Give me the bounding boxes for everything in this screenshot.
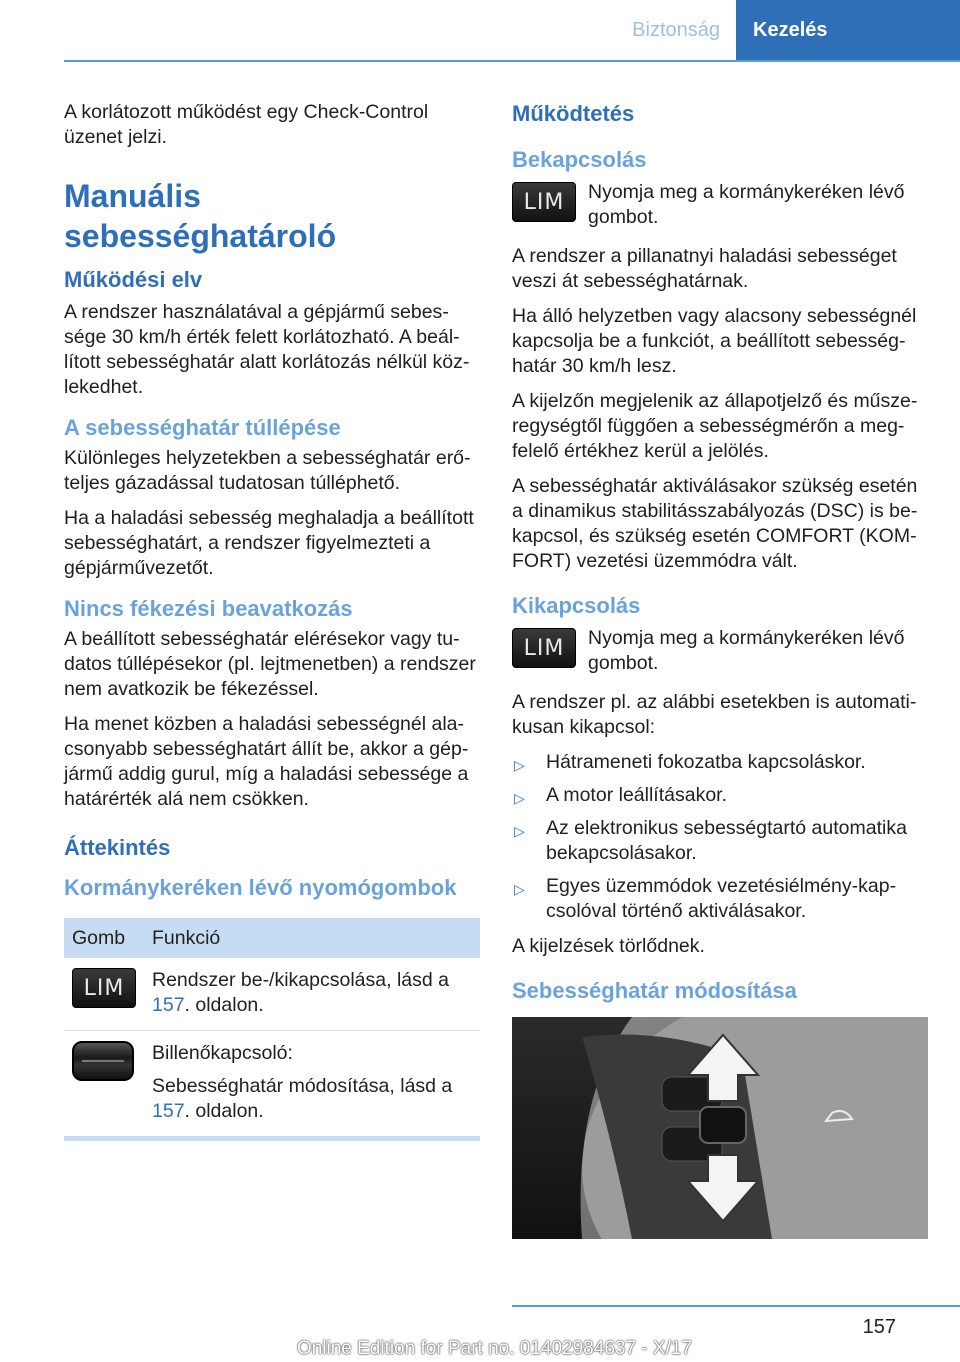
triangle-bullet-icon: ▷ — [514, 881, 525, 897]
list-item: ▷ Egyes üzemmódok vezetésiélmény-kapcsolóval történő aktiválásakor. — [514, 875, 897, 922]
table-header-function: Funkció — [144, 918, 480, 958]
lim-button-icon: LIM — [512, 182, 576, 222]
table-header-button: Gomb — [64, 918, 144, 958]
table-row — [64, 958, 480, 1031]
heading-no-brake: Nincs fékezési beavatkozás — [64, 596, 353, 621]
table-row — [64, 1031, 480, 1139]
text-on-1: A rendszer a pillanatnyi haladási sebességet veszi át sebességhatárnak. — [512, 245, 897, 292]
steering-wheel-illustration — [512, 1017, 928, 1239]
tab-biztonsag[interactable]: Biztonság — [632, 18, 720, 41]
text-off-button: Nyomja meg a kormánykeréken lévő gombot. — [588, 627, 905, 674]
row2-suffix: . oldalon. — [184, 1100, 264, 1122]
heading-principle: Működési elv — [64, 267, 203, 292]
text-exceed-2: Ha a haladási sebesség meghaladja a beállított sebességhatárt, a rendszer figyelmezteti a gépjárművezetőt. — [64, 507, 474, 579]
text-on-4: A sebességhatár aktiválásakor szükség esetén a dinamikus stabilitásszabályozás (DSC) is bekapcsol, és szükség esetén COMFORT (KOMFORT) vezetési üzemmódra vált. — [512, 475, 918, 572]
header-rule — [64, 60, 960, 62]
text-off-1: A rendszer pl. az alábbi esetekben is automatikusan kikapcsol: — [512, 691, 917, 738]
footer-rule — [512, 1305, 960, 1307]
page-link[interactable]: 157 — [152, 1100, 185, 1122]
page-header — [0, 0, 960, 62]
on-instruction — [512, 180, 928, 230]
row2-title: Billenőkapcsoló: — [152, 1042, 293, 1064]
heading-on: Bekapcsolás — [512, 147, 647, 172]
intro-text: A korlátozott működést egy Check-Control üzenet jelzi. — [64, 101, 429, 148]
heading-buttons: Kormánykeréken lévő nyomógombok — [64, 875, 457, 900]
row2-text: Sebességhatár módosítása, lásd a — [152, 1075, 453, 1097]
triangle-bullet-icon: ▷ — [514, 823, 525, 839]
heading-exceed: A sebességhatár túllépése — [64, 415, 341, 440]
off-conditions-list — [512, 750, 928, 924]
triangle-bullet-icon: ▷ — [514, 790, 525, 806]
text-off-2: A kijelzések törlődnek. — [512, 935, 705, 957]
heading-modify: Sebességhatár módosítása — [512, 978, 797, 1003]
text-on-button: Nyomja meg a kormánykeréken lévő gombot. — [588, 181, 905, 228]
lim-button-icon: LIM — [72, 968, 136, 1008]
page-number: 157 — [862, 1316, 896, 1338]
text-on-3: A kijelzőn megjelenik az állapotjelző és műszeregységtől függően a sebességmérőn a megfelelő értékhez kerül a jelölés. — [512, 390, 918, 462]
text-no-brake-1: A beállított sebességhatár elérésekor vagy tudatos túllépésekor (pl. lejtmenetben) a rendszer nem avatkozik be fékezéssel. — [64, 628, 476, 700]
off-instruction — [512, 626, 928, 676]
rocker-switch-icon — [72, 1041, 134, 1081]
text-exceed-1: Különleges helyzetekben a sebességhatár erőteljes gázadással tudatosan túlléphető. — [64, 447, 471, 494]
right-column — [512, 100, 928, 1239]
row1-text: Rendszer be-/kikapcsolása, lásd a — [152, 969, 449, 991]
list-item: ▷ Az elektronikus sebességtartó automatika bekapcsolásakor. — [514, 817, 907, 864]
heading-off: Kikapcsolás — [512, 593, 641, 618]
section-title: Manuális sebességhatároló — [64, 178, 337, 254]
list-item: ▷ Hátrameneti fokozatba kapcsoláskor. — [512, 750, 928, 775]
list-item: ▷ A motor leállításakor. — [512, 783, 928, 808]
lim-button-icon: LIM — [512, 628, 576, 668]
triangle-bullet-icon: ▷ — [514, 757, 525, 773]
row1-suffix: . oldalon. — [184, 994, 264, 1016]
edition-watermark: Online Edition for Part no. 01402984637 - X/17 — [296, 1338, 692, 1359]
left-column — [64, 100, 480, 1141]
text-principle: A rendszer használatával a gépjármű sebessége 30 km/h érték felett korlátozható. A beállított sebességhatár alatt korlátozás nélkül közlekedhet. — [64, 301, 470, 398]
text-on-2: Ha álló helyzetben vagy alacsony sebességnél kapcsolja be a funkciót, a beállított sebességhatár 30 km/h lesz. — [512, 305, 917, 377]
heading-overview: Áttekintés — [64, 835, 171, 860]
tab-kezeles[interactable]: Kezelés — [736, 0, 960, 60]
text-no-brake-2: Ha menet közben a haladási sebességnél alacsonyabb sebességhatárt állít be, akkor a gépjármű addig gurul, míg a haladási sebessége a határérték alá nem csökken. — [64, 713, 469, 810]
heading-operation: Működtetés — [512, 101, 635, 126]
buttons-table — [64, 918, 480, 1141]
page-link[interactable]: 157 — [152, 994, 185, 1016]
steering-wheel-photo — [512, 1017, 928, 1239]
